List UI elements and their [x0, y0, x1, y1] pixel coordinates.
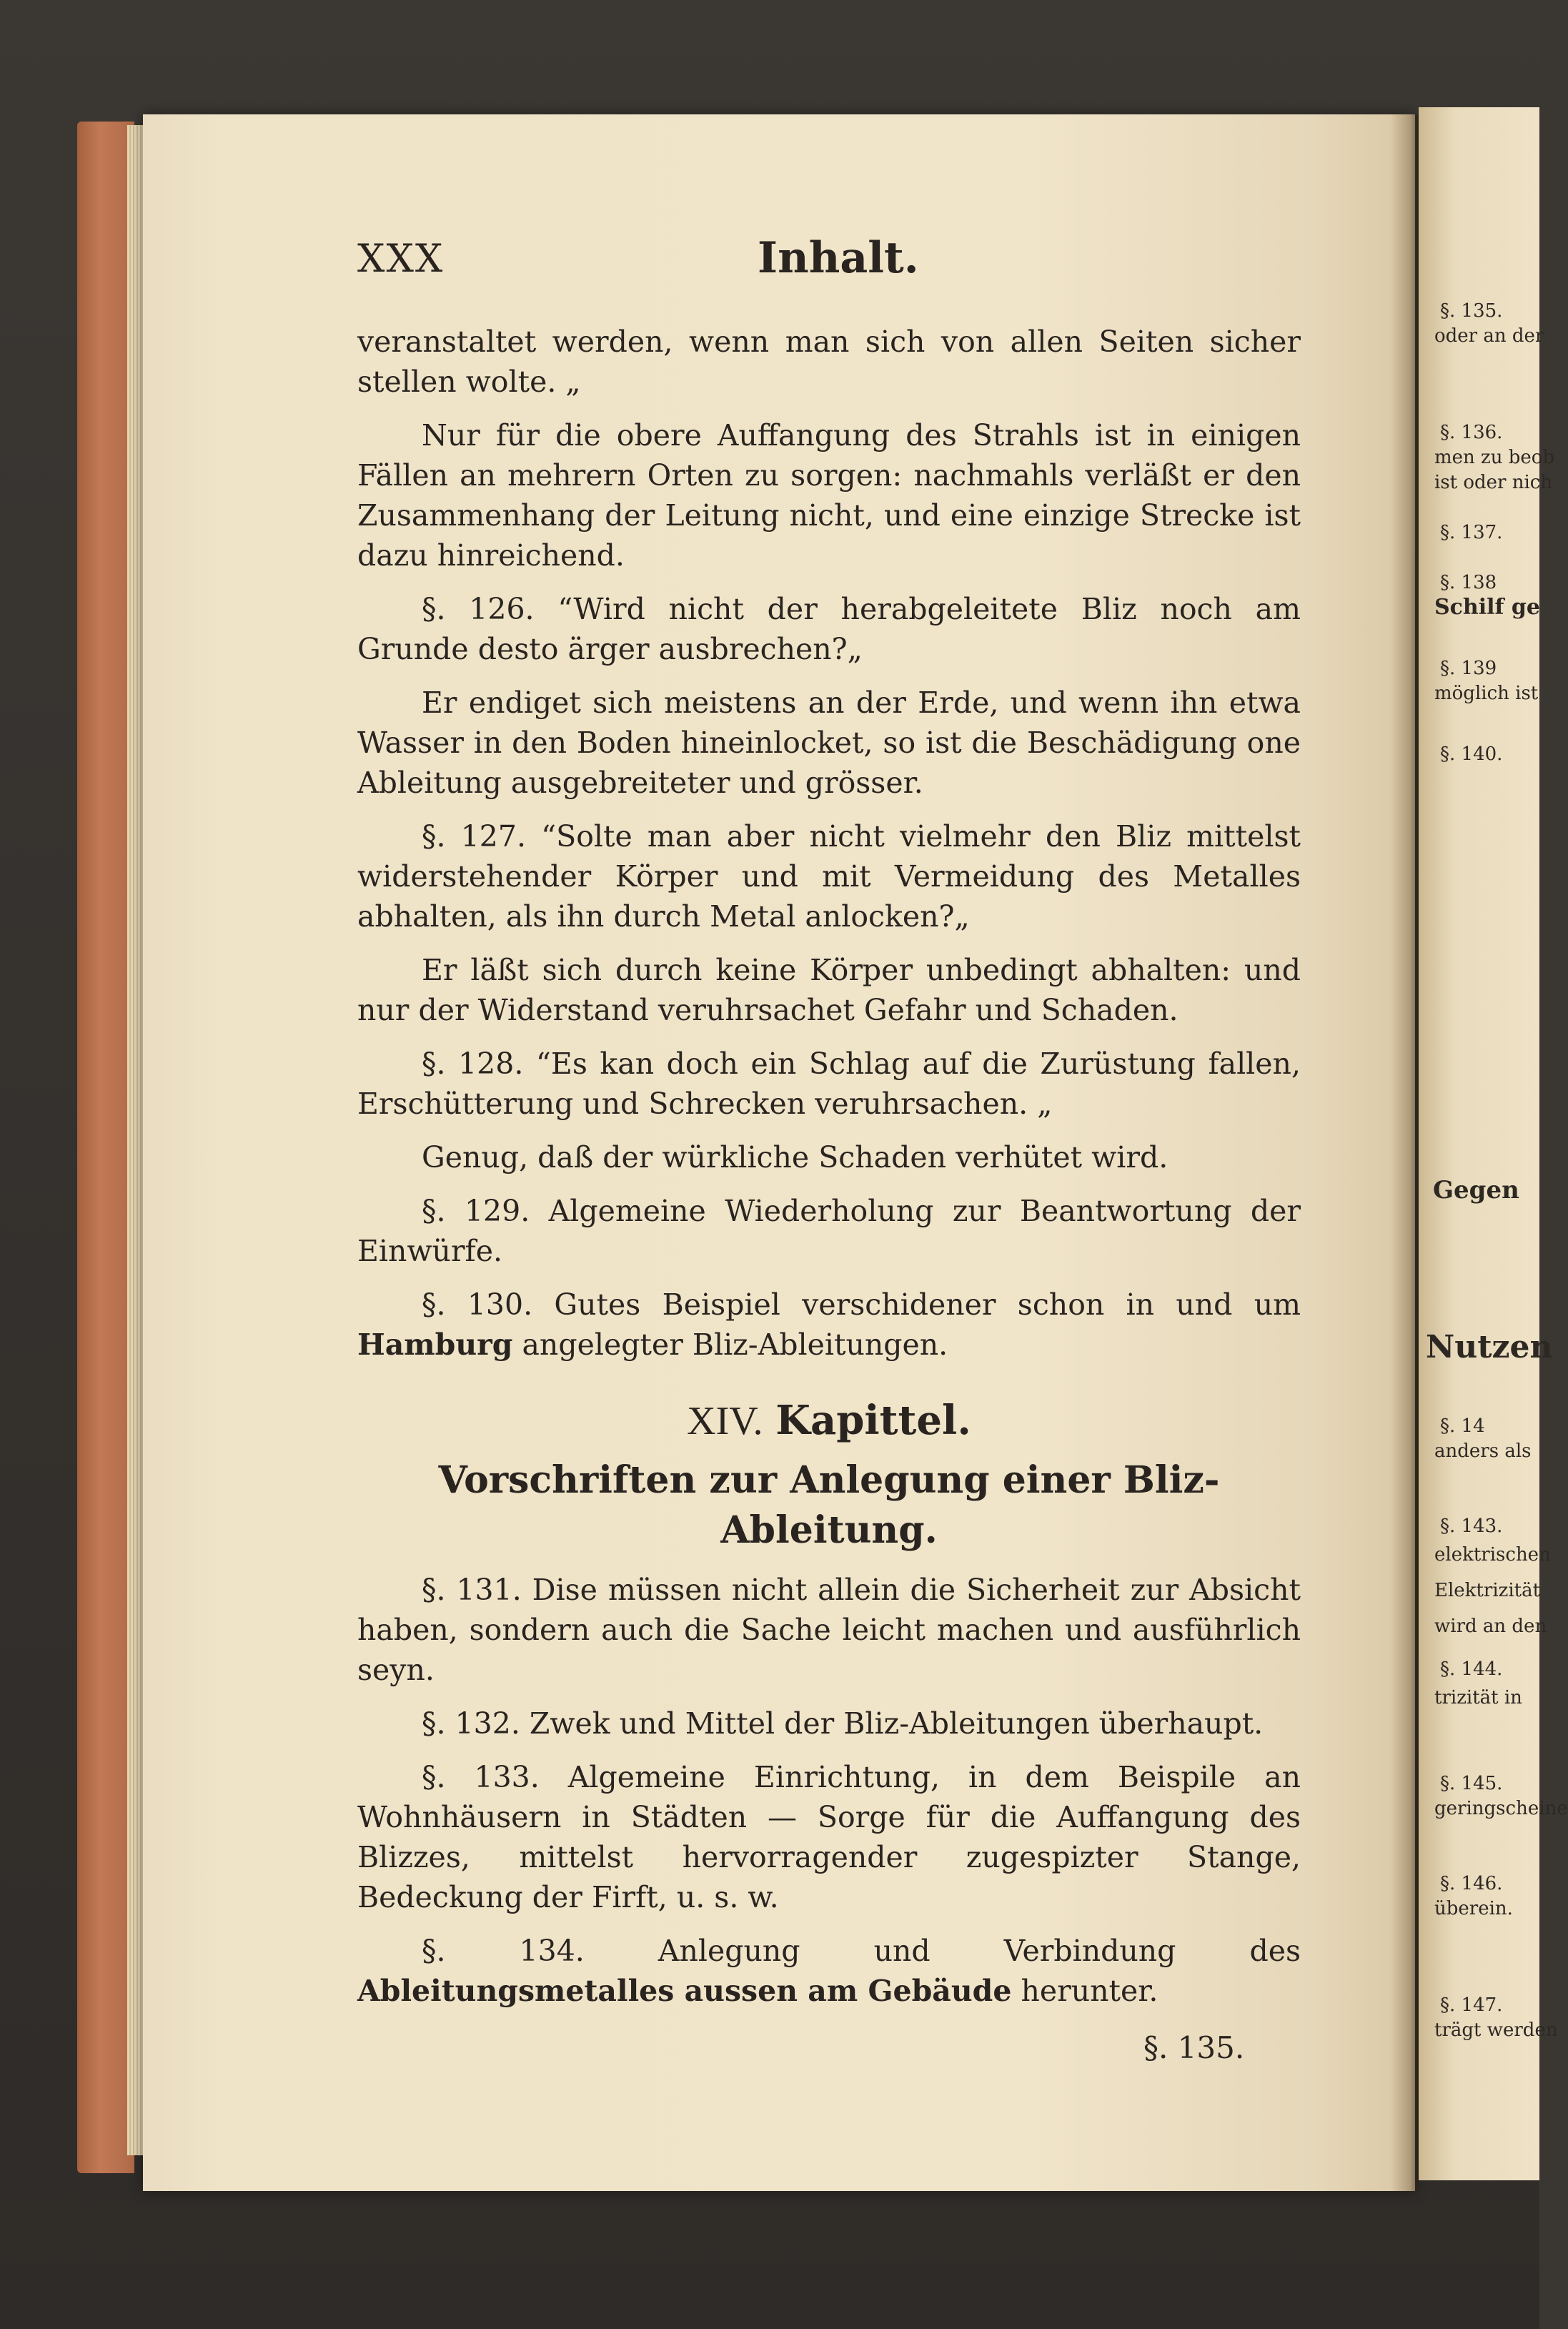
running-header [357, 233, 1301, 293]
paragraph: §. 131. Dise müssen nicht allein die Sicherheit zur Absicht haben, sondern auch die Sache leicht machen und ausführlich seyn. [357, 1573, 1301, 1687]
facing-text-line: wird an den [1434, 1616, 1547, 1637]
chapter-number: XIV. [687, 1399, 763, 1443]
paragraph: Genug, daß der würkliche Schaden verhütet wird. [422, 1140, 1168, 1175]
book-fore-edge [77, 122, 134, 2173]
facing-text-line: möglich ist [1434, 683, 1539, 704]
facing-text-line: Nutzen [1426, 1329, 1553, 1365]
paragraph: Er läßt sich durch keine Körper unbedingt abhalten: und nur der Widerstand veruhrsachet Gefahr und Schaden. [357, 953, 1301, 1027]
facing-text-line: ist oder nich [1434, 472, 1553, 493]
paragraph: Er endiget sich meistens an der Erde, und wenn ihn etwa Wasser in den Boden hineinlocket, so ist die Beschädigung one Ableitung ausgebreiteter und grösser. [357, 686, 1301, 800]
chapter-word: Kapittel. [775, 1397, 971, 1444]
facing-text-line: §. 143. [1440, 1515, 1503, 1537]
facing-text-line: Elektrizität [1434, 1580, 1541, 1601]
facing-text-line: trägt werden [1434, 2019, 1558, 2041]
p130-suffix: angelegter Bliz-Ableitungen. [512, 1327, 948, 1362]
paragraph: §. 132. Zwek und Mittel der Bliz-Ableitungen überhaupt. [422, 1706, 1264, 1741]
facing-text-line: überein. [1434, 1898, 1513, 1919]
facing-text-line: §. 139 [1440, 658, 1497, 679]
facing-text-line: §. 145. [1440, 1773, 1503, 1794]
page-number: XXX [357, 236, 445, 281]
chapter-heading: Vorschriften zur Anlegung einer Bliz-Ableitung. [438, 1458, 1220, 1552]
facing-text-line: §. 140. [1440, 743, 1503, 765]
running-title: Inhalt. [758, 233, 919, 283]
facing-text-line: Schilf ge [1434, 595, 1540, 620]
facing-text-line: men zu beob [1434, 447, 1555, 468]
facing-text-line: trizität in [1434, 1687, 1522, 1709]
paragraph: §. 126. “Wird nicht der herabgeleitete Bliz noch am Grunde desto ärger ausbrechen?„ [357, 592, 1301, 666]
paragraph: §. 128. “Es kan doch ein Schlag auf die Zurüstung fallen, Erschütterung und Schrecken veruhrsachen. „ [357, 1047, 1301, 1121]
p134-bold: Ableitungsmetalles aussen am Gebäude [357, 1974, 1012, 2008]
paragraph: Nur für die obere Auffangung des Strahls ist in einigen Fällen an mehrern Orten zu sorgen: nachmahls verläßt er den Zusammenhang der Leitung nicht, und eine einzige Strecke ist dazu hinreichend. [357, 418, 1301, 573]
paragraph-134 [357, 1931, 1301, 2011]
page-body [357, 322, 1301, 2024]
chapter-title [357, 1393, 1301, 1448]
facing-text-line: oder an der [1434, 325, 1544, 347]
p134-suffix: herunter. [1011, 1974, 1158, 2008]
facing-text-line: §. 144. [1440, 1658, 1503, 1680]
city-name: Hamburg [357, 1327, 513, 1362]
facing-text-line: Gegen [1433, 1176, 1519, 1205]
paragraph: §. 129. Algemeine Wiederholung zur Beantwortung der Einwürfe. [357, 1194, 1301, 1268]
paragraph: veranstaltet werden, wenn man sich von allen Seiten sicher stellen wolte. „ [357, 325, 1301, 399]
facing-page [1419, 107, 1568, 2180]
p130-prefix: §. 130. Gutes Beispiel verschidener schon in und um [422, 1287, 1301, 1322]
p134-prefix: §. 134. Anlegung und Verbindung des [422, 1934, 1301, 1968]
facing-text-line: elektrischen [1434, 1544, 1551, 1566]
book-gutter [1390, 114, 1419, 2191]
facing-text-line: §. 138 [1440, 572, 1497, 593]
facing-text-line: anders als [1434, 1440, 1532, 1462]
paragraph: §. 127. “Solte man aber nicht vielmehr den Bliz mittelst widerstehender Körper und mit Vermeidung des Metalles abhalten, als ihn durch Metal anlocken?„ [357, 819, 1301, 934]
facing-text-line: §. 137. [1440, 522, 1503, 543]
facing-text-line: §. 135. [1440, 300, 1503, 322]
catchword: §. 135. [1143, 2030, 1245, 2065]
facing-text-line: §. 147. [1440, 1994, 1503, 2016]
facing-text-line: §. 146. [1440, 1873, 1503, 1894]
facing-text-line: geringscheine [1434, 1798, 1568, 1819]
paragraph-130 [357, 1285, 1301, 1365]
facing-text-line: §. 14 [1440, 1415, 1485, 1437]
facing-text-line: §. 136. [1440, 422, 1503, 443]
paragraph: §. 133. Algemeine Einrichtung, in dem Beispile an Wohnhäusern in Städten — Sorge für die Auffangung des Blizzes, mittelst hervorragender zugespizter Stange, Bedeckung der Firft, u. s. w. [357, 1760, 1301, 1914]
